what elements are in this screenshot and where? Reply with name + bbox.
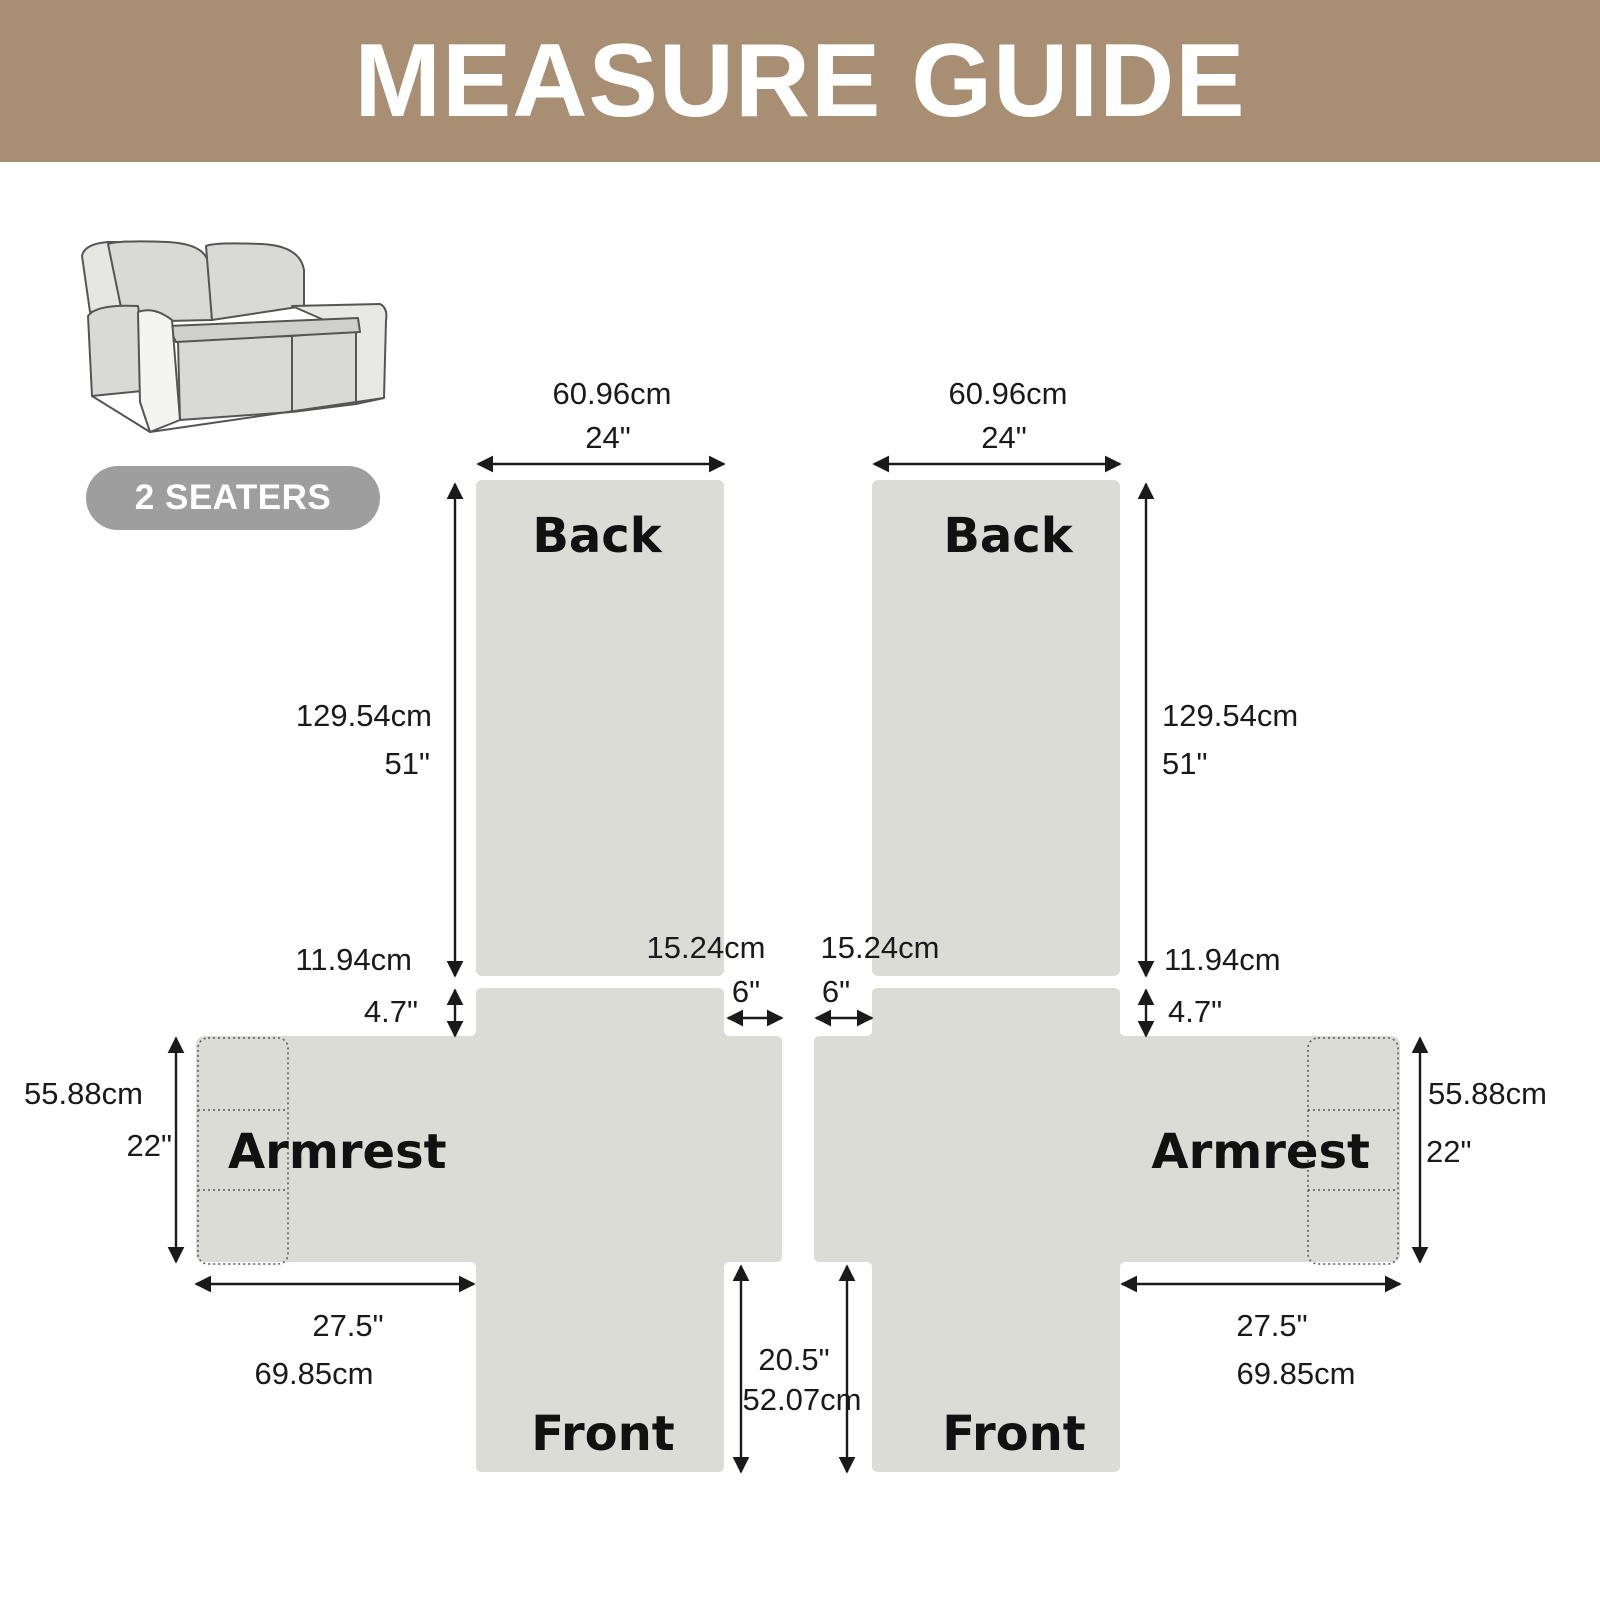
left-seat-panel — [196, 988, 782, 1472]
right-back-width-cm: 60.96cm — [948, 376, 1068, 411]
left-gap-in: 6" — [731, 974, 761, 1009]
left-back-width-in: 24" — [585, 420, 631, 455]
left-back-height-cm: 129.54cm — [295, 698, 432, 733]
left-back-label: Back — [532, 508, 662, 564]
right-arm-height-cm: 55.88cm — [1428, 1076, 1547, 1111]
left-gap-cm: 15.24cm — [646, 930, 766, 965]
right-back-height-in: 51" — [1162, 746, 1208, 781]
left-cover — [196, 480, 782, 1472]
left-arm-height-in: 22" — [126, 1128, 172, 1163]
left-arm-height-cm: 55.88cm — [24, 1076, 143, 1111]
right-back-width-in: 24" — [981, 420, 1027, 455]
left-tuck-in: 4.7" — [363, 994, 418, 1029]
right-gap-cm: 15.24cm — [820, 930, 940, 965]
right-gap-in: 6" — [821, 974, 851, 1009]
left-back-width-cm: 60.96cm — [552, 376, 672, 411]
left-armrest-label: Armrest — [228, 1124, 447, 1180]
page-title: MEASURE GUIDE — [354, 23, 1246, 139]
left-back-height-in: 51" — [384, 746, 430, 781]
right-back-label: Back — [943, 508, 1073, 564]
left-arm-width-in: 27.5" — [312, 1308, 384, 1343]
front-length-in: 20.5" — [758, 1342, 830, 1377]
right-arm-height-in: 22" — [1426, 1134, 1472, 1169]
right-arm-width-in: 27.5" — [1236, 1308, 1308, 1343]
right-front-label: Front — [942, 1406, 1086, 1462]
left-tuck-cm: 11.94cm — [295, 942, 412, 977]
right-tuck-in: 4.7" — [1168, 994, 1223, 1029]
left-arm-width-cm: 69.85cm — [254, 1356, 374, 1391]
left-front-label: Front — [531, 1406, 675, 1462]
right-tuck-cm: 11.94cm — [1164, 942, 1281, 977]
front-length-cm: 52.07cm — [742, 1382, 862, 1417]
seater-badge: 2 SEATERS — [86, 466, 380, 530]
right-armrest-label: Armrest — [1151, 1124, 1370, 1180]
right-back-height-cm: 129.54cm — [1162, 698, 1299, 733]
sofa-illustration — [82, 241, 386, 432]
right-arm-width-cm: 69.85cm — [1236, 1356, 1356, 1391]
right-cover — [814, 480, 1400, 1472]
right-seat-panel — [814, 988, 1400, 1472]
